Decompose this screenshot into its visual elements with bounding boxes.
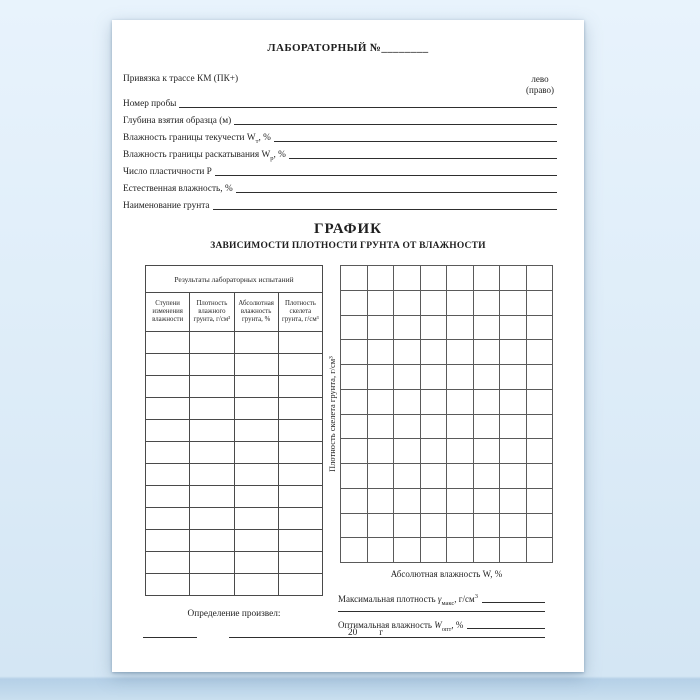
table-cell bbox=[278, 530, 322, 552]
grid-cell bbox=[394, 439, 420, 463]
grid-cell bbox=[394, 390, 420, 414]
grid-cell bbox=[474, 514, 500, 538]
lab-form-page bbox=[112, 20, 584, 672]
form-fields bbox=[123, 92, 557, 211]
grid-cell bbox=[447, 266, 473, 290]
symbol: W bbox=[434, 620, 442, 630]
table-cell bbox=[234, 376, 278, 398]
grid-cell bbox=[341, 489, 367, 513]
grid-cell bbox=[421, 514, 447, 538]
grid-cell bbox=[500, 340, 526, 364]
grid-cell bbox=[421, 266, 447, 290]
grid-cell bbox=[394, 464, 420, 488]
grid-cell bbox=[368, 489, 394, 513]
page-title: ЛАБОРАТОРНЫЙ №________ bbox=[267, 42, 429, 54]
grid-cell bbox=[474, 291, 500, 315]
grid-cell bbox=[447, 464, 473, 488]
table-cell bbox=[146, 354, 190, 376]
table-cell bbox=[190, 508, 234, 530]
table-header-row bbox=[146, 293, 323, 332]
form-line bbox=[123, 194, 557, 211]
grid-cell bbox=[474, 538, 500, 562]
form-line-label: Влажность границы текучести $W_т$, % bbox=[123, 133, 271, 145]
grid-cell bbox=[341, 464, 367, 488]
grid-cell bbox=[394, 316, 420, 340]
form-line-label: Влажность границы раскатывания $W_р$, % bbox=[123, 150, 286, 162]
grid-cell bbox=[474, 340, 500, 364]
table-cell bbox=[234, 574, 278, 596]
grid-cell bbox=[500, 291, 526, 315]
grid-cell bbox=[474, 464, 500, 488]
grid-cell bbox=[527, 316, 553, 340]
table-cell bbox=[278, 464, 322, 486]
grid-cell bbox=[368, 291, 394, 315]
signature-blank bbox=[143, 635, 197, 638]
table-cell bbox=[190, 486, 234, 508]
grid-cell bbox=[394, 538, 420, 562]
grid-cell bbox=[394, 291, 420, 315]
table-cell bbox=[146, 464, 190, 486]
grid-cell bbox=[500, 489, 526, 513]
grid-cell bbox=[394, 415, 420, 439]
symbol: W bbox=[261, 150, 271, 160]
grid-cell bbox=[394, 340, 420, 364]
grid-cell bbox=[368, 340, 394, 364]
table-row bbox=[146, 420, 323, 442]
grid-cell bbox=[368, 514, 394, 538]
symbol: W bbox=[246, 133, 256, 143]
table-cell bbox=[190, 464, 234, 486]
form-line-blank bbox=[274, 141, 557, 142]
grid-cell bbox=[527, 439, 553, 463]
table-cell bbox=[278, 442, 322, 464]
signature-row bbox=[143, 624, 393, 638]
table-row bbox=[146, 376, 323, 398]
graph-grid bbox=[340, 265, 553, 563]
grid-cell bbox=[421, 439, 447, 463]
grid-cell bbox=[500, 538, 526, 562]
grid-cell bbox=[474, 415, 500, 439]
grid-cell bbox=[341, 340, 367, 364]
grid-cell bbox=[341, 390, 367, 414]
table-cell bbox=[234, 508, 278, 530]
grid-cell bbox=[421, 365, 447, 389]
form-line-label: Наименование грунта bbox=[123, 201, 210, 211]
grid-cell bbox=[447, 365, 473, 389]
table-cell bbox=[190, 420, 234, 442]
metric-row bbox=[338, 591, 545, 607]
table-cell bbox=[146, 574, 190, 596]
grid-cell bbox=[447, 390, 473, 414]
year-suffix: г bbox=[379, 628, 384, 638]
grid-cell bbox=[527, 415, 553, 439]
grid-cell bbox=[341, 415, 367, 439]
table-cell bbox=[278, 508, 322, 530]
form-line bbox=[123, 92, 557, 109]
table-cell bbox=[190, 398, 234, 420]
grid-cell bbox=[500, 365, 526, 389]
x-axis-label: Абсолютная влажность W, % bbox=[390, 569, 503, 579]
grid-cell bbox=[474, 365, 500, 389]
table-cell bbox=[278, 420, 322, 442]
table-row bbox=[146, 398, 323, 420]
grid-cell bbox=[527, 365, 553, 389]
grid-cell bbox=[368, 316, 394, 340]
grid-cell bbox=[527, 464, 553, 488]
form-line bbox=[123, 109, 557, 126]
table-cell bbox=[190, 354, 234, 376]
table-row bbox=[146, 332, 323, 354]
grid-cell bbox=[341, 439, 367, 463]
table-row bbox=[146, 552, 323, 574]
side-right-label: (право) bbox=[526, 85, 554, 95]
grid-cell bbox=[447, 340, 473, 364]
table-cell bbox=[234, 486, 278, 508]
results-col-header: Плотность влажного грунта, г/см³ bbox=[190, 293, 234, 332]
table-cell bbox=[278, 552, 322, 574]
table-cell bbox=[278, 376, 322, 398]
form-line-label: Естественная влажность, % bbox=[123, 184, 233, 194]
grid-cell bbox=[474, 316, 500, 340]
form-line-blank bbox=[289, 158, 557, 159]
table-cell bbox=[234, 464, 278, 486]
form-line-blank bbox=[236, 192, 557, 193]
grid-cell bbox=[421, 415, 447, 439]
grid-cell bbox=[527, 390, 553, 414]
grid-cell bbox=[368, 365, 394, 389]
grid-cell bbox=[368, 266, 394, 290]
grid-cell bbox=[500, 266, 526, 290]
form-line-label: Номер пробы bbox=[123, 99, 177, 109]
form-line-blank bbox=[213, 209, 557, 210]
form-line-label: Число пластичности Р bbox=[123, 167, 212, 177]
grid-cell bbox=[368, 464, 394, 488]
grid-cell bbox=[341, 514, 367, 538]
table-row bbox=[146, 530, 323, 552]
grid-cell bbox=[341, 538, 367, 562]
grid-cell bbox=[394, 514, 420, 538]
grid-cell bbox=[421, 489, 447, 513]
table-cell bbox=[190, 552, 234, 574]
form-line-label: Глубина взятия образца (м) bbox=[123, 116, 232, 126]
grid-cell bbox=[447, 538, 473, 562]
grid-cell bbox=[421, 464, 447, 488]
grid-cell bbox=[527, 266, 553, 290]
grid-cell bbox=[500, 514, 526, 538]
year-prefix: 20 bbox=[348, 628, 358, 638]
metric-label: Максимальная плотность $\gamma_{макс}$, $г/см^3$ bbox=[338, 593, 478, 607]
grid-cell bbox=[527, 340, 553, 364]
results-table bbox=[145, 265, 323, 596]
grid-cell bbox=[421, 390, 447, 414]
grid-cell bbox=[421, 538, 447, 562]
grid-cell bbox=[527, 291, 553, 315]
table-row bbox=[146, 574, 323, 596]
grid-cell bbox=[341, 365, 367, 389]
table-cell bbox=[278, 574, 322, 596]
grid-cell bbox=[447, 514, 473, 538]
grid-cell bbox=[368, 390, 394, 414]
table-cell bbox=[146, 332, 190, 354]
table-cell bbox=[190, 574, 234, 596]
table-cell bbox=[278, 354, 322, 376]
table-row bbox=[146, 442, 323, 464]
table-cell bbox=[234, 552, 278, 574]
grid-cell bbox=[447, 316, 473, 340]
side-left-label: лево bbox=[531, 74, 549, 84]
grid-cell bbox=[527, 538, 553, 562]
grid-cell bbox=[421, 316, 447, 340]
table-cell bbox=[234, 332, 278, 354]
table-cell bbox=[146, 420, 190, 442]
grid-cell bbox=[527, 514, 553, 538]
form-line-blank bbox=[215, 175, 557, 176]
form-line bbox=[123, 126, 557, 143]
grid-cell bbox=[394, 489, 420, 513]
table-row bbox=[146, 464, 323, 486]
table-cell bbox=[146, 486, 190, 508]
grid-cell bbox=[368, 439, 394, 463]
grid-cell bbox=[341, 316, 367, 340]
grid-cell bbox=[341, 291, 367, 315]
table-cell bbox=[190, 442, 234, 464]
grid-cell bbox=[394, 266, 420, 290]
form-line-blank bbox=[179, 107, 557, 108]
chart-title: ГРАФИК bbox=[313, 221, 383, 237]
table-cell bbox=[146, 530, 190, 552]
table-cell bbox=[190, 332, 234, 354]
metric-blank bbox=[467, 628, 545, 629]
grid-cell bbox=[421, 291, 447, 315]
table-cell bbox=[234, 442, 278, 464]
table-cell bbox=[234, 354, 278, 376]
table-cell bbox=[146, 508, 190, 530]
metric-underline bbox=[338, 611, 545, 612]
results-col-header: Плотность скелета грунта, г/см³ bbox=[278, 293, 322, 332]
table-title: Результаты лабораторных испытаний bbox=[146, 266, 323, 293]
chart-subtitle: ЗАВИСИМОСТИ ПЛОТНОСТИ ГРУНТА ОТ ВЛАЖНОСТИ bbox=[210, 241, 486, 251]
table-row bbox=[146, 508, 323, 530]
grid-cell bbox=[421, 340, 447, 364]
grid-cell bbox=[447, 415, 473, 439]
table-cell bbox=[234, 530, 278, 552]
form-line-blank bbox=[234, 124, 557, 125]
table-cell bbox=[190, 376, 234, 398]
table-row bbox=[146, 486, 323, 508]
table-cell bbox=[146, 376, 190, 398]
form-line bbox=[123, 160, 557, 177]
metric bbox=[338, 591, 545, 612]
grid-cell bbox=[500, 415, 526, 439]
grid-cell bbox=[447, 489, 473, 513]
grid-cell bbox=[341, 266, 367, 290]
grid-cell bbox=[474, 489, 500, 513]
grid-cell bbox=[394, 365, 420, 389]
grid-cell bbox=[368, 538, 394, 562]
signature-blank bbox=[229, 635, 344, 638]
table-cell bbox=[278, 398, 322, 420]
table-cell bbox=[278, 332, 322, 354]
table-cell bbox=[234, 420, 278, 442]
operator-label: Определение произвел: bbox=[187, 609, 281, 619]
y-axis-label: Плотность скелета грунта, г/см³ bbox=[327, 356, 337, 472]
table-cell bbox=[234, 398, 278, 420]
grid-cell bbox=[500, 439, 526, 463]
symbol: γ bbox=[437, 594, 442, 604]
form-line bbox=[123, 143, 557, 160]
table-cell bbox=[278, 486, 322, 508]
binding-label: Привязка к трассе КМ (ПК+) bbox=[123, 74, 239, 84]
table-cell bbox=[190, 530, 234, 552]
grid-cell bbox=[500, 316, 526, 340]
metric-label: Оптимальная влажность $W_{опт}$, % bbox=[338, 620, 464, 633]
grid-cell bbox=[500, 464, 526, 488]
metric-blank bbox=[482, 602, 545, 603]
grid-cell bbox=[447, 439, 473, 463]
year-blank bbox=[358, 635, 378, 638]
table-cell bbox=[146, 442, 190, 464]
table-row bbox=[146, 354, 323, 376]
results-col-header: Абсолютная влажность грунта, % bbox=[234, 293, 278, 332]
table-cell bbox=[146, 552, 190, 574]
table-cell bbox=[146, 398, 190, 420]
results-col-header: Ступени изменения влажности bbox=[146, 293, 190, 332]
grid-cell bbox=[447, 291, 473, 315]
grid-cell bbox=[368, 415, 394, 439]
form-line bbox=[123, 177, 557, 194]
grid-cell bbox=[527, 489, 553, 513]
grid-cell bbox=[474, 439, 500, 463]
table-title-row bbox=[146, 266, 323, 293]
grid-cell bbox=[474, 390, 500, 414]
grid-cell bbox=[500, 390, 526, 414]
grid-cell bbox=[474, 266, 500, 290]
